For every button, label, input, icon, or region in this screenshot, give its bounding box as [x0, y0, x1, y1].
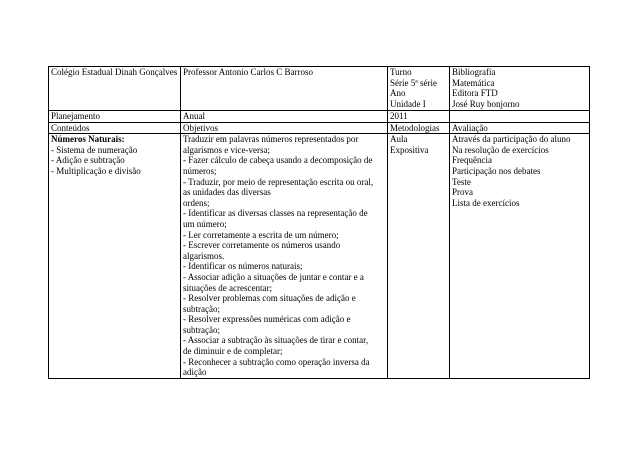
school-name: Colégio Estadual Dinah Gonçalves: [49, 67, 181, 111]
col-methodologies: Metodologias: [388, 122, 450, 134]
column-header-row: [49, 122, 590, 134]
planning-label: Planejamento: [49, 111, 181, 123]
planning-year: 2011: [388, 111, 450, 123]
lesson-plan-table: [48, 66, 590, 379]
planning-row: [49, 111, 590, 123]
col-objectives: Objetivos: [181, 122, 388, 134]
teacher-name: Professor Antonio Carlos C Barroso: [181, 67, 388, 111]
class-info: Turno Série 5ª série Ano Unidade I: [388, 67, 450, 111]
objectives-cell: Traduzir em palavras números representados por algarismos e vice-versa; - Fazer cálculo de cabeça usando a decomposição de números; - Traduzir, por meio de representação escrita ou oral, as unidades das diversas ordens; - Identificar as diversas classes na representação de um número; - Ler corretamente a escrita de um número; - Escrever corretamente os números usando algarismos. - Identificar os números naturais; - Associar adição a situações de juntar e contar e a situações de acrescentar; - Resolver problemas com situações de adição e subtração; - Resolver expressões numéricas com adição e subtração; - Associar a subtração às situações de tirar e contar, de diminuir e de completar; - Reconhecer a subtração como operação inversa da adição: [181, 134, 388, 379]
col-evaluation: Avaliação: [450, 122, 590, 134]
evaluation-cell: Através da participação do aluno Na resolução de exercícios Frequência Participação nos debates Teste Prova Lista de exercícios: [450, 134, 590, 379]
col-contents: Conteúdos: [49, 122, 181, 134]
content-row: [49, 134, 590, 379]
planning-period: Anual: [181, 111, 388, 123]
methodology-cell: Aula Expositiva: [388, 134, 450, 379]
topic-list: - Sistema de numeração - Adição e subtração - Multiplicação e divisão: [51, 144, 141, 176]
header-row: [49, 67, 590, 111]
planning-empty-cell: [450, 111, 590, 123]
contents-cell: [49, 134, 181, 379]
topic-title: Números Naturais:: [51, 134, 125, 145]
bibliography: Bibliografia Matemática Editora FTD José Ruy bonjorno: [450, 67, 590, 111]
